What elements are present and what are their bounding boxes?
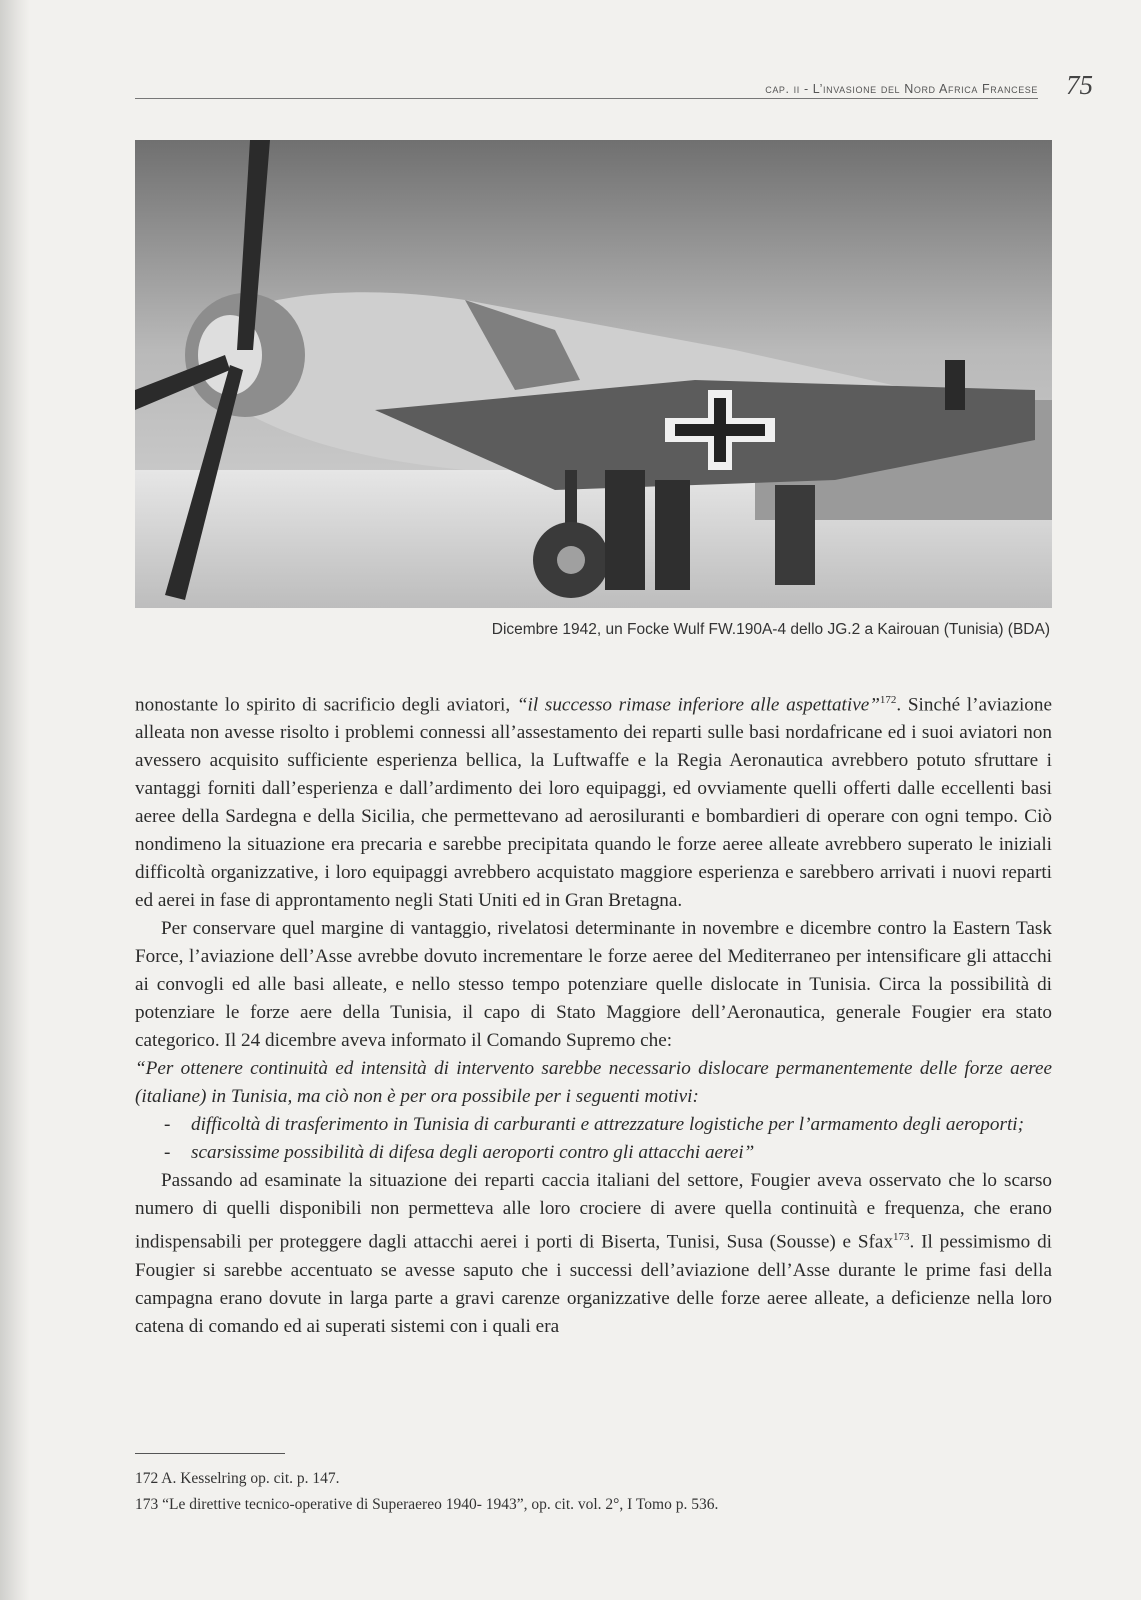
p3-start: Passando ad esaminate la situazione dei reparti caccia italiani del settore, Fougier aveva osservato che lo scarso numero di quelli disponibili non permetteva alle loro crociere di avere quella continuità e frequenza, che erano indispensabili per proteggere dagli attacchi aerei i porti di Biserta, Tunisi, Susa (Sousse) e Sfax xyxy=(135,1170,1052,1253)
list-item xyxy=(135,1139,1052,1167)
list-dash: - xyxy=(164,1142,171,1164)
list-item-text: difficoltà di trasferimento in Tunisia di carburanti e attrezzature logistiche per l’armamento degli aeroporti; xyxy=(191,1114,1025,1136)
list-item-text: scarsissime possibilità di difesa degli aeroporti contro gli attacchi aerei” xyxy=(191,1142,755,1164)
body-text xyxy=(135,686,1052,1341)
footnotes xyxy=(135,1466,1052,1518)
p1-rest: . Sinché l’aviazione alleata non avesse risolto i problemi connessi all’assestamento dei reparti sulle basi nordafricane ed i suoi aviatori non avessero acquisito sufficiente esperienza bellica, la Luftwaffe e la Regia Aeronautica avrebbero potuto sfruttare i vantaggi forniti dall’esperienza e dall’ardimento dei loro equipaggi, ed ovviamente quelli offerti dalle eccellenti basi aeree della Sardegna e della Sicilia, che permettevano ad aerosiluranti e bombardieri di operare con ogni tempo. Ciò nondimeno la situazione era precaria e sarebbe precipitata quando le forze aeree alleate avrebbero superato le iniziali difficoltà organizzative, i loro equipaggi avrebbero acquistato maggiore esperienza e sarebbero arrivati i nuovi reparti ed aerei in fase di approntamento negli Stati Uniti ed in Gran Bretagna. xyxy=(135,694,1053,912)
p3-rest: . Il pessimismo di Fougier si sarebbe accentuato se avesse saputo che i successi dell’aviazione dell’Asse durante le prime fasi della campagna erano dovute in larga parte a gravi carenze organizzative delle forze aeree alleate, a deficienze nella loro catena di comando ed ai superati sistemi con i quali era xyxy=(135,1231,1052,1337)
paragraph-2: Per conservare quel margine di vantaggio, rivelatosi determinante in novembre e dicembre contro la Eastern Task Force, l’aviazione dell’Asse avrebbe dovuto incrementare le forze aeree del Mediterraneo per intensificare gli attacchi ai convogli ed alle basi alleate, e nello stesso tempo potenziare quelle dislocate in Tunisia. Circa la possibilità di potenziare le forze aere della Tunisia, il capo di Stato Maggiore dell’Aeronautica, generale Fougier era stato categorico. Il 24 dicembre aveva informato il Comando Supremo che: xyxy=(135,918,1052,1052)
figure-caption: Dicembre 1942, un Focke Wulf FW.190A-4 dello JG.2 a Kairouan (Tunisia) (BDA) xyxy=(491,621,1050,638)
binding-gutter xyxy=(0,0,30,1600)
paragraph-1 xyxy=(135,686,1052,915)
page-number: 75 xyxy=(1066,70,1093,100)
footnote-ref-173: 173 xyxy=(893,1231,910,1244)
figure-photo xyxy=(135,140,1052,608)
block-quote: “Per ottenere continuità ed intensità di intervento sarebbe necessario dislocare permanentemente delle forze aeree (italiane) in Tunisia, ma ciò non è per ora possibile per i seguenti motivi: xyxy=(135,1058,1052,1108)
paragraph-3 xyxy=(135,1167,1052,1340)
p1-quote: “il successo rimase inferiore alle aspettative” xyxy=(516,694,880,716)
list-item xyxy=(135,1111,1052,1139)
footnote-172: 172 A. Kesselring op. cit. p. 147. xyxy=(135,1470,340,1487)
list-dash: - xyxy=(164,1114,171,1136)
quote-list xyxy=(135,1111,1052,1167)
footnote-rule xyxy=(135,1453,285,1454)
footnote-ref-172: 172 xyxy=(879,694,897,706)
header-rule xyxy=(135,98,1038,99)
running-title: cap. ii - L’invasione del Nord Africa Francese xyxy=(765,82,1038,96)
running-header xyxy=(135,70,1093,100)
p1-start: nonostante lo spirito di sacrificio degli aviatori, xyxy=(135,694,517,716)
airplane-photo-icon xyxy=(135,140,1052,608)
footnote-173: 173 “Le direttive tecnico-operative di Superaereo 1940- 1943”, op. cit. vol. 2°, I Tomo p. 536. xyxy=(135,1496,719,1513)
